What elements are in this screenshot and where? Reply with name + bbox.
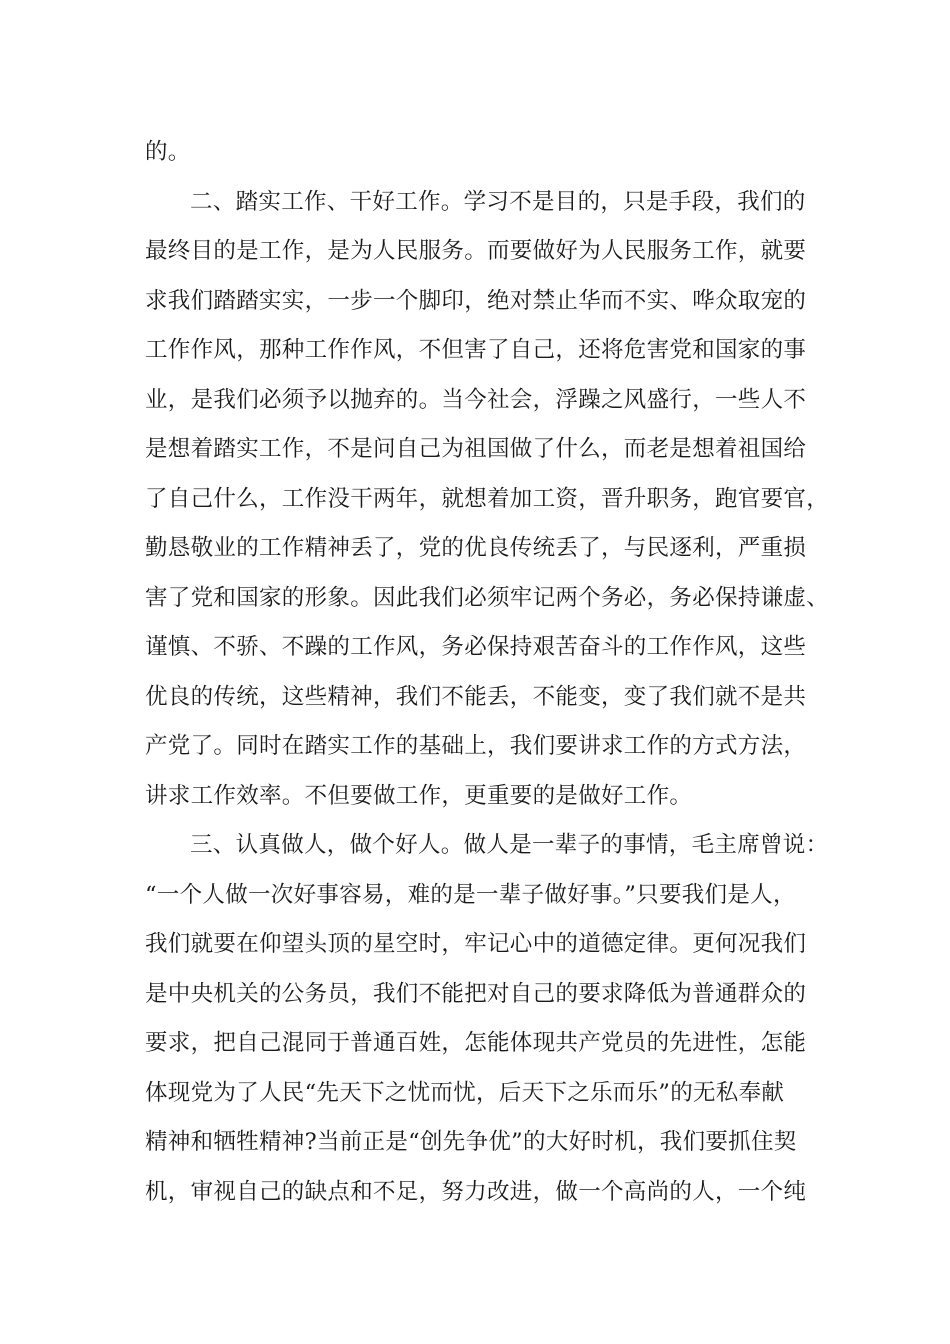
text-line: 我们就要在仰望头顶的星空时，牢记心中的道德定律。更何况我们 xyxy=(145,931,807,957)
text-line: 优良的传统，这些精神，我们不能丢，不能变，变了我们就不是共 xyxy=(145,684,807,710)
text-line: 是想着踏实工作，不是问自己为祖国做了什么，而老是想着祖国给 xyxy=(145,436,807,462)
text-line: 勤恳敬业的工作精神丢了，党的优良传统丢了，与民逐利，严重损 xyxy=(145,535,807,561)
text-line: 要求，把自己混同于普通百姓，怎能体现共产党员的先进性，怎能 xyxy=(145,1030,807,1056)
text-line: 害了党和国家的形象。因此我们必须牢记两个务必，务必保持谦虚、 xyxy=(145,585,830,611)
text-line: 体现党为了人民“先天下之忧而忧，后天下之乐而乐”的无私奉献 xyxy=(145,1080,785,1106)
text-line: “一个人做一次好事容易，难的是一辈子做好事。”只要我们是人， xyxy=(145,882,796,908)
text-line: 讲求工作效率。不但要做工作，更重要的是做好工作。 xyxy=(145,783,693,809)
text-line: 求我们踏踏实实，一步一个脚印，绝对禁止华而不实、哗众取宠的 xyxy=(145,288,807,314)
text-line: 是中央机关的公务员，我们不能把对自己的要求降低为普通群众的 xyxy=(145,981,807,1007)
text-line: 机，审视自己的缺点和不足，努力改进，做一个高尚的人，一个纯 xyxy=(145,1179,807,1205)
text-line: 精神和牺牲精神?当前正是“创先争优”的大好时机，我们要抓住契 xyxy=(145,1129,797,1155)
text-line: 工作作风，那种工作作风，不但害了自己，还将危害党和国家的事 xyxy=(145,337,807,363)
text-line: 业，是我们必须予以抛弃的。当今社会，浮躁之风盛行，一些人不 xyxy=(145,387,807,413)
text-line: 了自己什么，工作没干两年，就想着加工资，晋升职务，跑官要官， xyxy=(145,486,830,512)
text-line: 的。 xyxy=(145,139,191,165)
text-line: 最终目的是工作，是为人民服务。而要做好为人民服务工作，就要 xyxy=(145,238,807,264)
paragraph-3-first-line: 三、认真做人，做个好人。做人是一辈子的事情，毛主席曾说： xyxy=(190,832,829,858)
paragraph-2-first-line: 二、踏实工作、干好工作。学习不是目的，只是手段，我们的 xyxy=(190,189,806,215)
text-line: 产党了。同时在踏实工作的基础上，我们要讲求工作的方式方法， xyxy=(145,733,807,759)
text-line: 谨慎、不骄、不躁的工作风，务必保持艰苦奋斗的工作作风，这些 xyxy=(145,634,807,660)
